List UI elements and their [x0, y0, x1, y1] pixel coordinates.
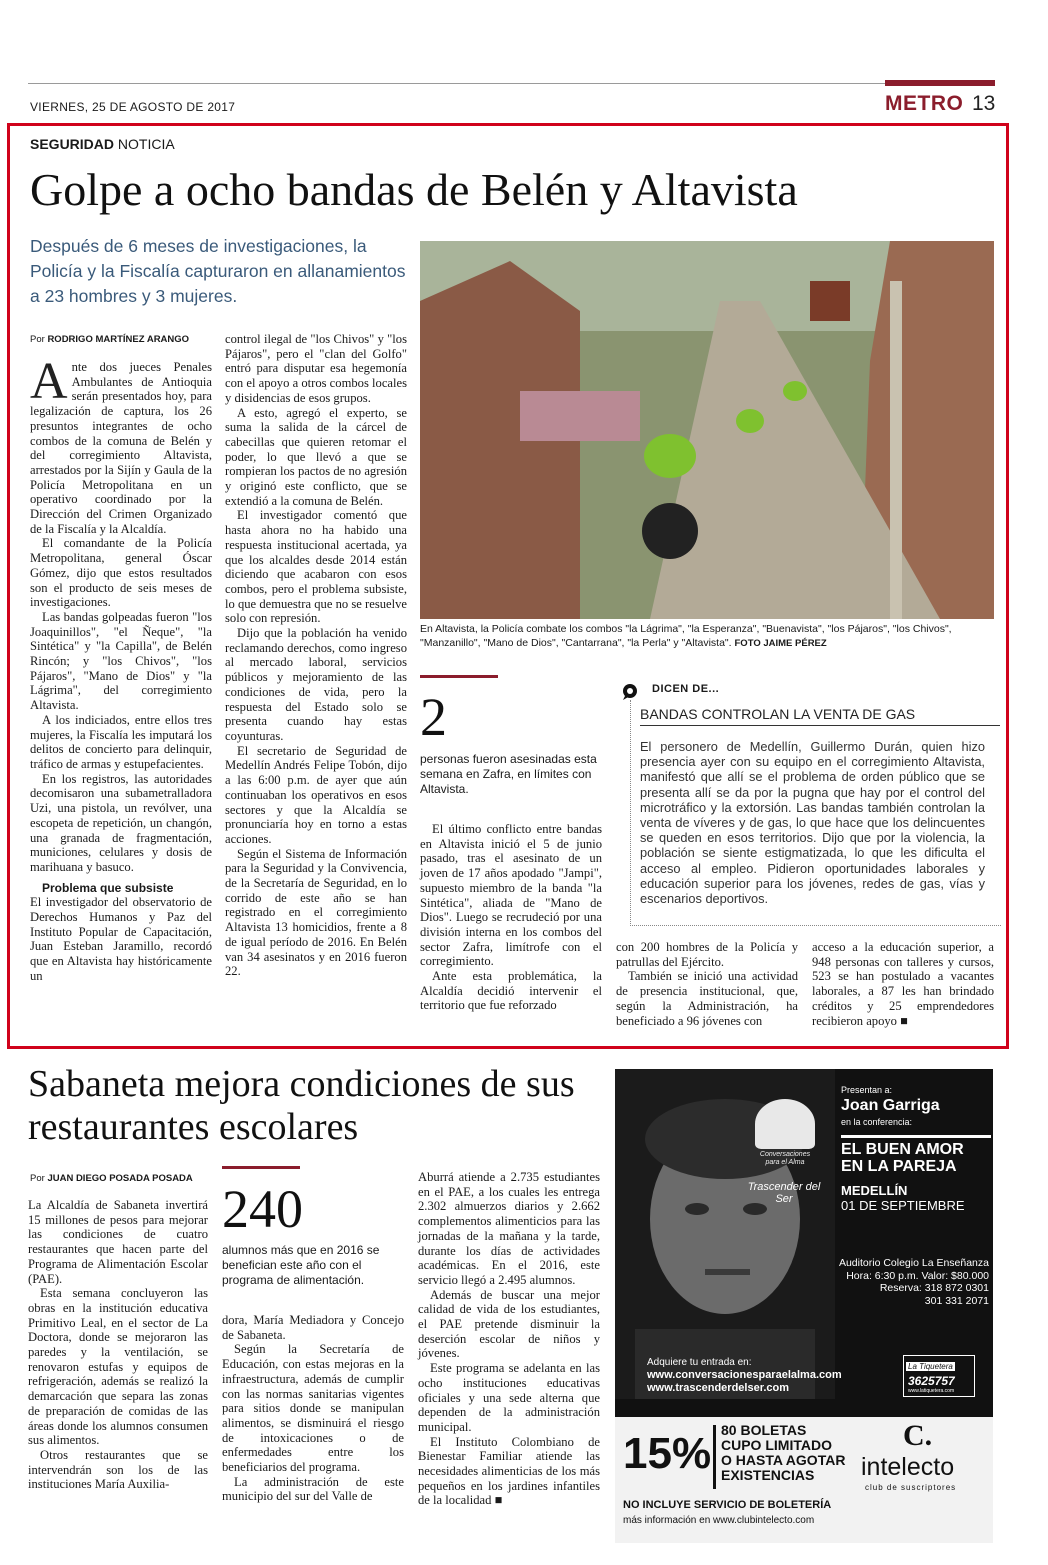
- tiquetera-logo: [903, 1355, 975, 1397]
- tiquetera-phone: 3625757: [908, 1374, 955, 1388]
- body-paragraph: El secretario de Seguridad de Medellín Andrés Felipe Tobón, dijo a las 6:00 p.m. de ayer que aún continuaban los operativos en esos sectores y que la Alcaldía se pronunciaría hoy en torno a estas acciones.: [225, 743, 407, 846]
- speech-bubble-icon: [620, 683, 638, 701]
- article-column-4: [616, 940, 798, 1028]
- issue-date: VIERNES, 25 DE AGOSTO DE 2017: [30, 100, 236, 114]
- article-column-3: [420, 822, 602, 1013]
- body-paragraph: Dijo que la población ha venido reclamando derechos, como ingreso al mercado laboral, servicios públicos y mejoramiento de las condiciones de vida, pero la respuesta del Estado solo se presenta cuando hay estas coyunturas.: [225, 626, 407, 743]
- tree-logo-icon: [755, 1099, 815, 1149]
- body-paragraph: Esta semana concluyeron las obras en la institución educativa Primitivo Leal, en el sector de La Doctora, donde se mejoraron las paredes y la ventilación, se renovaron estufas y equipos de refrigeración, además se realizó la demarcación que separa las zonas de preparación de comidas de las áreas donde los alumnos consumen sus alimentos.: [28, 1286, 208, 1448]
- ad-city: MEDELLÍN: [841, 1183, 908, 1198]
- tiquetera-url: www.latiquetera.com: [908, 1388, 955, 1394]
- logo-line: Conversaciones: [759, 1151, 811, 1158]
- body-paragraph: El último conflicto entre bandas en Altavista inició el 5 de junio pasado, tras el asesinato de un joven de 17 años apodado "Jampi", supuesto miembro de la banda "la Sintética", aliada de "Mano de Dios". Luego se recrudeció por una división interna en los combos del sector Zafra, limítrofe con el corregimiento.: [420, 822, 602, 969]
- caption-text: En Altavista, la Policía combate los combos "la Lágrima", "la Esperanza", "Buenavista", "los Pájaros", "los Chivos", "Manzanillo", "Mano de Dios", "Cantarrana", "la Perla" y "Altavista".: [420, 623, 952, 649]
- photo-credit: FOTO JAIME PÉREZ: [734, 638, 827, 649]
- body-paragraph: Según la Secretaría de Educación, con estas mejoras en la infraestructura, además de cumplir con las normas sanitarias vigentes para sitios donde se manipulan alimentos, se disminuirá el riesgo de intoxicaciones o de enfermedades entre los beneficiarios del programa.: [222, 1342, 404, 1475]
- logo-trascender: Trascender del Ser: [747, 1181, 821, 1205]
- subheading: Problema que subsiste: [42, 880, 174, 895]
- ad-conf-label: en la conferencia:: [841, 1117, 913, 1127]
- body-paragraph: acceso a la educación superior, a 948 personas con talleres y cursos, 523 se han postulado a vacantes laborales, a 87 les han brindado créditos y 25 emprendedores recibieron apoyo: [812, 940, 994, 1028]
- article-byline: [30, 334, 189, 345]
- body-paragraph: Las bandas golpeadas fueron "los Joaquinillos", "el Ñeque", "la Sintética" y "la Capilla", de Belén Rincón; y "los Chivos", "los Pájaros", "Mano de Dios" y "la Lágrima", del corregimiento Altavista.: [30, 609, 212, 713]
- intelecto-mark-icon: C.: [903, 1419, 933, 1452]
- body-paragraph: A los indiciados, entre ellos tres mujeres, la Fiscalía les imputará los delitos de concierto para delinquir, tráfico de armas y estupefacientes.: [30, 712, 212, 771]
- boletas-line: 80 BOLETAS: [721, 1422, 807, 1438]
- boletas-block: [721, 1423, 845, 1483]
- ad-venue-block: [821, 1257, 989, 1307]
- ad-rule: [841, 1135, 991, 1138]
- fact-number: 240: [222, 1179, 303, 1239]
- body-paragraph: El comandante de la Policía Metropolitana, general Óscar Gómez, dijo que estos resultados son el producto de seis meses de investigaciones.: [30, 536, 212, 610]
- header-rule: [28, 83, 994, 84]
- ad-presentan: Presentan a:: [841, 1085, 893, 1095]
- section-color-bar: [885, 80, 995, 86]
- page-number: 13: [972, 92, 996, 115]
- ad-title: [841, 1141, 964, 1175]
- ad-time-price: Hora: 6:30 p.m. Valor: $80.000: [846, 1269, 989, 1282]
- dicen-text: El personero de Medellín, Guillermo Durán, quien hizo presencia ayer con su equipo en el corregimiento Altavista, manifestó que allí se el problema de orden público que se presenta allí se da por la pugna que hay por el control del microtráfico y la extorsión. Las bandas también controlan la venta de víveres y de gas, lo que hace que los delincuentes se queden en esos territorios. Dijo que por la violencia, la población se siente estigmatizada, lo que les dificulta el acceso al empleo. Pidieron oportunidades laborales y educación superior para los jóvenes, redes de gas, vías y escenarios deportivos.: [640, 739, 985, 907]
- byline-prefix: Por: [30, 1173, 45, 1184]
- intelecto-brand: intelecto: [861, 1453, 955, 1481]
- fact-text: personas fueron asesinadas esta semana en Zafra, en límites con Altavista.: [420, 752, 597, 796]
- article2-column-2: [222, 1313, 404, 1504]
- body-paragraph: con 200 hombres de la Policía y patrullas del Ejército.: [616, 940, 798, 969]
- body-paragraph: A esto, agregó el experto, se suma la salida de la cárcel de cabecillas que quieren retomar el poder, lo que llevó a que se rompieran los pactos de no agresión y originó este conflicto, que se extendió a la comuna de Belén.: [225, 405, 407, 508]
- byline-prefix: Por: [30, 334, 45, 345]
- body-paragraph: El investigador del observatorio de Derechos Humanos y Paz del Instituto Popular de Capacitación, Juan Esteban Jaramillo, recordó que en Altavista hay históricamente un: [30, 895, 212, 983]
- article-headline: Golpe a ocho bandas de Belén y Altavista: [30, 164, 798, 215]
- ad-adquiere: Adquiere tu entrada en:: [647, 1357, 752, 1368]
- news-photo: [420, 241, 994, 619]
- ad-date: 01 DE SEPTIEMBRE: [841, 1198, 965, 1213]
- section-name: METRO: [885, 92, 964, 115]
- body-paragraph: nte dos jueces Penales Ambulantes de Antioquia serán presentados hoy, para legalización de captura, los 26 presuntos integrantes de ocho combos de la comuna de Belén y del corregimiento Altavista, arrestados por la Sijín y Gaula de la Policía Metropolitana en un operativo coordinado por la Dirección del Crimen Organizado de la Fiscalía y la Alcaldía.: [30, 360, 212, 536]
- body-paragraph: Además de buscar una mejor calidad de vida de los estudiantes, el PAE pretende disminuir la deserción escolar de niños y jóvenes.: [418, 1287, 600, 1361]
- byline-author: JUAN DIEGO POSADA POSADA: [47, 1173, 193, 1184]
- article2-headline: Sabaneta mejora condiciones de sus restaurantes escolares: [28, 1063, 575, 1148]
- body-paragraph: Este programa se adelanta en las ocho instituciones educativas oficiales y una sede alterna que dependen de la administración municipal.: [418, 1361, 600, 1434]
- body-paragraph: Según el Sistema de Información para la Seguridad y la Convivencia, de la Secretaría de Seguridad, en lo corrido de este año se han registrado en el corregimiento Altavista 13 homicidios, frente a 8 de igual período de 2016. En Belén van 34 asesinatos y en 2016 fueron 22.: [225, 846, 407, 979]
- intelecto-sub: club de suscriptores: [865, 1483, 957, 1492]
- article2-column-3: [418, 1170, 600, 1508]
- mas-info[interactable]: más información en www.clubintelecto.com: [623, 1515, 815, 1526]
- logo-line: para el Alma: [765, 1159, 805, 1166]
- body-paragraph: dora, María Mediadora y Concejo de Sabaneta.: [222, 1313, 404, 1342]
- body-paragraph: Otros restaurantes que se intervendrán son los de las instituciones María Auxilia-: [28, 1447, 208, 1492]
- ad-title-line: EN LA PAREJA: [841, 1158, 957, 1175]
- article2-byline: [30, 1173, 193, 1184]
- article2-column-1: [28, 1198, 208, 1492]
- boletas-line: EXISTENCIAS: [721, 1467, 815, 1483]
- byline-author: RODRIGO MARTÍNEZ ARANGO: [47, 334, 190, 345]
- article-column-5: [812, 940, 994, 1028]
- ad-url-2[interactable]: www.trascenderdelser.com: [647, 1382, 790, 1394]
- body-paragraph: El Instituto Colombiano de Bienestar Familiar atiende las necesidades alimenticias de los más pequeños en los jardines infantiles de la localidad: [418, 1434, 600, 1508]
- ad-reserva: Reserva: 318 872 0301: [879, 1282, 989, 1294]
- fact-rule: [222, 1166, 300, 1169]
- discount-value: 15%: [623, 1429, 712, 1478]
- advertisement: [615, 1069, 993, 1543]
- tiquetera-name: La Tiquetera: [908, 1362, 953, 1371]
- body-paragraph: Aburrá atiende a 2.735 estudiantes en el PAE, a los cuales les entrega 2.302 almuerzos diarios y 2.662 complementos alimenticios para las jornadas de la mañana y la tarde, durante los días de actividades académicas. En el 2016, este servicio llegó a 2.495 alumnos.: [418, 1170, 600, 1287]
- fact-text: alumnos más que en 2016 se benefician este año con el programa de alimentación.: [222, 1243, 380, 1287]
- fact-rule: [420, 675, 498, 678]
- boletas-line: O HASTA AGOTAR: [721, 1452, 846, 1468]
- article-column-2: [225, 332, 407, 979]
- boletas-line: CUPO LIMITADO: [721, 1437, 832, 1453]
- logo-conversaciones: [745, 1151, 825, 1167]
- end-mark: ■: [494, 1493, 503, 1508]
- body-paragraph: control ilegal de "los Chivos" y "los Pájaros", pero el "clan del Golfo" entró para disputar esa hegemonía con el apoyo a otros combos locales y disidencias de esos grupos.: [225, 332, 407, 405]
- ad-title-line: EL BUEN AMOR: [841, 1141, 964, 1158]
- photo-caption: [420, 622, 994, 651]
- kicker-type: NOTICIA: [117, 136, 175, 152]
- promo-divider: [713, 1425, 716, 1489]
- fact-number: 2: [420, 687, 447, 747]
- photo-illustration: [420, 241, 994, 619]
- ad-phone: 301 331 2071: [924, 1294, 989, 1307]
- end-mark: ■: [900, 1013, 908, 1028]
- body-paragraph: En los registros, las autoridades decomisaron una subametralladora Uzi, una pistola, un revólver, una escopeta de repetición, un changón, una granada de fragmentación, municiones, celulares y dosis de marihuana y basuco.: [30, 771, 212, 874]
- no-incluye: NO INCLUYE SERVICIO DE BOLETERÍA: [623, 1499, 832, 1511]
- drop-cap: A: [30, 353, 68, 410]
- body-paragraph: La administración de este municipio del sur del Valle de: [222, 1474, 404, 1504]
- kicker-category: SEGURIDAD: [30, 136, 115, 152]
- ad-speaker: Joan Garriga: [841, 1097, 940, 1114]
- dicen-headline: BANDAS CONTROLAN LA VENTA DE GAS: [640, 706, 1000, 726]
- body-paragraph: También se inició una actividad de presencia institucional, que, según la Administración, ha beneficiado a 96 jóvenes con: [616, 969, 798, 1028]
- body-paragraph: La Alcaldía de Sabaneta invertirá 15 millones de pesos para mejorar las condiciones de cuatro restaurantes que hacen parte del Programa de Alimentación Escolar (PAE).: [28, 1198, 208, 1286]
- dicen-label: DICEN DE...: [652, 683, 720, 695]
- article-column-1: [30, 353, 212, 984]
- body-paragraph: Ante esta problemática, la Alcaldía decidió intervenir el territorio que fue reforzado: [420, 969, 602, 1013]
- ad-url-1[interactable]: www.conversacionesparaelalma.com: [647, 1369, 842, 1381]
- article-deck: Después de 6 meses de investigaciones, la Policía y la Fiscalía capturaron en allanamientos a 23 hombres y 3 mujeres.: [30, 236, 406, 306]
- body-paragraph: El investigador comentó que hasta ahora no ha habido una respuesta institucional acertada, ya que los alcaldes desde 2014 están diciendo que acabaron con esos combos, pero el problema subsiste, lo que demuestra que no se resuelve solo con represión.: [225, 508, 407, 626]
- ad-venue: Auditorio Colegio La Enseñanza: [838, 1257, 989, 1269]
- article-kicker: [30, 136, 175, 152]
